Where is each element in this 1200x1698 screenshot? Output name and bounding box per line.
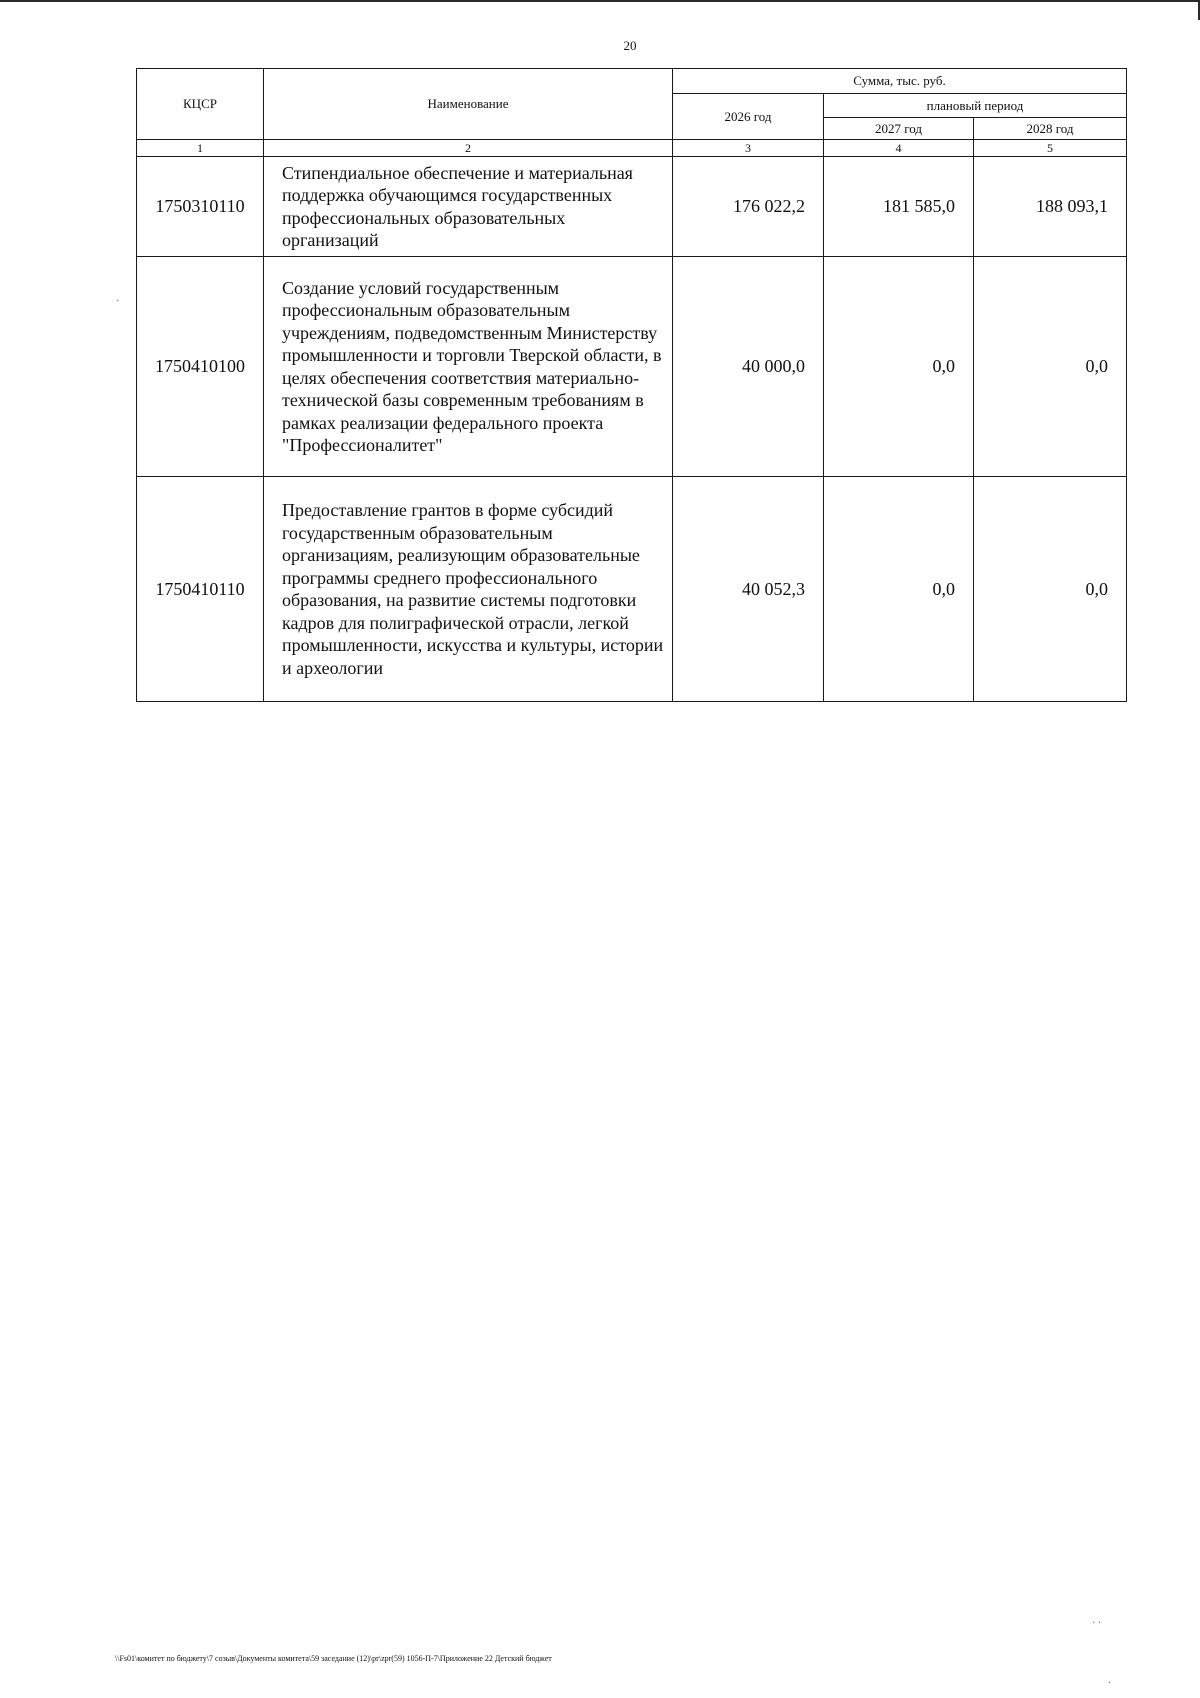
row-value-2027: 181 585,0 (824, 157, 974, 257)
file-path-footer: \\Fs01\комитет по бюджету\7 созыв\Документы комитета\59 заседание (12)\pr\zpr(59) 1056-П-7\Приложение 22 Детский бюджет (115, 1654, 552, 1663)
column-number: 5 (974, 140, 1127, 157)
header-kcsr: КЦСР (137, 69, 264, 140)
header-year-2026: 2026 год (673, 94, 824, 140)
header-sum: Сумма, тыс. руб. (673, 69, 1127, 94)
row-name: Стипендиальное обеспечение и материальная поддержка обучающимся государственных профессиональных образовательных организаций (264, 157, 673, 257)
row-value-2028: 0,0 (974, 257, 1127, 477)
header-name: Наименование (264, 69, 673, 140)
row-code: 1750410110 (137, 477, 264, 702)
table-row (137, 257, 1127, 477)
header-year-2027: 2027 год (824, 118, 974, 140)
column-number: 2 (264, 140, 673, 157)
table-row (137, 477, 1127, 702)
header-year-2028: 2028 год (974, 118, 1127, 140)
header-planned-period: плановый период (824, 94, 1127, 118)
column-number: 1 (137, 140, 264, 157)
row-code: 1750410100 (137, 257, 264, 477)
budget-table (136, 68, 1127, 702)
row-value-2028: 188 093,1 (974, 157, 1127, 257)
scan-edge (0, 0, 1200, 2)
row-value-2026: 40 052,3 (673, 477, 824, 702)
row-value-2027: 0,0 (824, 477, 974, 702)
table-row (137, 157, 1127, 257)
row-value-2028: 0,0 (974, 477, 1127, 702)
row-name: Создание условий государственным профессиональным образовательным учреждениям, подведомственным Министерству промышленности и торговли Тверской области, в целях обеспечения соответствия материально-технической базы современным требованиям в рамках реализации федерального проекта "Профессионалитет" (264, 257, 673, 477)
column-number: 4 (824, 140, 974, 157)
page-number: 20 (623, 38, 637, 53)
column-number: 3 (673, 140, 824, 157)
row-code: 1750310110 (137, 157, 264, 257)
row-name: Предоставление грантов в форме субсидий государственным образовательным организациям, реализующим образовательные программы среднего профессионального образования, на развитие системы подготовки кадров для полиграфической отрасли, легкой промышленности, искусства и культуры, истории и археологии (264, 477, 673, 702)
row-value-2026: 40 000,0 (673, 257, 824, 477)
row-value-2026: 176 022,2 (673, 157, 824, 257)
row-value-2027: 0,0 (824, 257, 974, 477)
column-number-row (137, 140, 1127, 157)
